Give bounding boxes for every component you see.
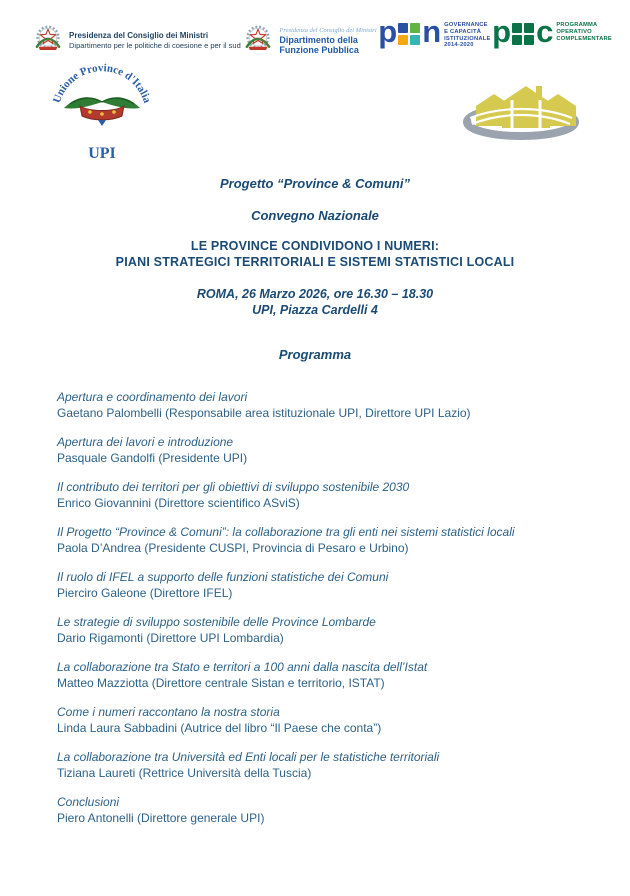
program-item: [57, 704, 592, 736]
program-item: [57, 659, 592, 691]
poc-squares-icon: [512, 23, 534, 45]
speaker-line: Pasquale Gandolfi (Presidente UPI): [57, 451, 248, 465]
pon-wordmark: [378, 14, 441, 49]
session-title: La collaborazione tra Stato e territori a 100 anni dalla nascita dell’Istat: [57, 660, 428, 674]
coesione-line2: Dipartimento per le politiche di coesione e per il sud: [69, 40, 241, 50]
funzione-pubblica-line1: Dipartimento della: [279, 34, 358, 45]
program-heading: Programma: [278, 347, 352, 362]
session-title: Apertura dei lavori e introduzione: [57, 435, 234, 449]
poc-caption: PROGRAMMA OPERATIVO COMPLEMENTARE: [556, 22, 612, 42]
speaker-line: Piero Antonelli (Direttore generale UPI): [57, 811, 265, 825]
date-time-line: ROMA, 26 Marzo 2026, ore 16.30 – 18.30: [196, 287, 434, 301]
speaker-line: Matteo Mazziotta (Direttore centrale Sistan e territorio, ISTAT): [57, 676, 385, 690]
program-item: [57, 569, 592, 601]
pon-squares-icon: [398, 23, 420, 45]
venue-line: UPI, Piazza Cardelli 4: [252, 303, 378, 317]
logo-presidenza-coesione: [32, 20, 241, 61]
speaker-line: Enrico Giovannini (Direttore scientifico ASviS): [57, 496, 300, 510]
header-logo-strip: [32, 14, 612, 61]
logo-province-comuni-icon: [460, 74, 582, 145]
session-title: Il ruolo di IFEL a supporto delle funzioni statistiche dei Comuni: [57, 570, 389, 584]
italy-emblem-icon: [32, 20, 64, 61]
secondary-logo-row: [50, 62, 582, 163]
poc-letter-p: p: [492, 14, 511, 49]
pon-caption: GOVERNANCE E CAPACITÀ ISTITUZIONALE 2014-2020: [444, 22, 491, 49]
program-item: [57, 794, 592, 826]
program-list: [57, 389, 592, 839]
program-item: [57, 524, 592, 556]
speaker-line: Gaetano Palombelli (Responsabile area istituzionale UPI, Direttore UPI Lazio): [57, 406, 471, 420]
session-title: La collaborazione tra Università ed Enti locali per le statistiche territoriali: [57, 750, 440, 764]
poc-wordmark: [492, 14, 553, 49]
speaker-line: Dario Rigamonti (Direttore UPI Lombardia): [57, 631, 284, 645]
logo-poc-complementare: [492, 14, 612, 49]
session-title: Apertura e coordinamento dei lavori: [57, 390, 248, 404]
event-type: Convegno Nazionale: [251, 208, 379, 223]
main-title-line1: LE PROVINCE CONDIVIDONO I NUMERI:: [190, 239, 440, 253]
program-item: [57, 749, 592, 781]
speaker-line: Paola D’Andrea (Presidente CUSPI, Provincia di Pesaro e Urbino): [57, 541, 409, 555]
session-title: Il contributo dei territori per gli obiettivi di sviluppo sostenibile 2030: [57, 480, 410, 494]
pon-letter-n: n: [422, 14, 441, 49]
session-title: Conclusioni: [57, 795, 120, 809]
main-title-line2: PIANI STRATEGICI TERRITORIALI E SISTEMI STATISTICI LOCALI: [115, 255, 515, 269]
italy-emblem-icon: [242, 20, 274, 61]
session-title: Come i numeri raccontano la nostra storia: [57, 705, 280, 719]
upi-label: UPI: [88, 145, 116, 162]
program-item: [57, 434, 592, 466]
program-item: [57, 389, 592, 421]
speaker-line: Linda Laura Sabbadini (Autrice del libro “Il Paese che conta”): [57, 721, 382, 735]
session-title: Il Progetto “Province & Comuni”: la collaborazione tra gli enti nei sistemi statistici locali: [57, 525, 515, 539]
pon-letter-p: p: [378, 14, 397, 49]
svg-text:Unione Province d'Italia: Unione Province d'Italia: [50, 62, 154, 105]
speaker-line: Pierciro Galeone (Direttore IFEL): [57, 586, 233, 600]
logo-funzione-pubblica: [242, 20, 376, 61]
program-item: [57, 479, 592, 511]
poc-letter-c: c: [536, 14, 553, 49]
program-item: [57, 614, 592, 646]
logo-pon-governance: [378, 14, 491, 49]
coesione-line1: Presidenza del Consiglio dei Ministri: [69, 30, 209, 40]
project-title: Progetto “Province & Comuni”: [220, 176, 410, 191]
speaker-line: Tiziana Laureti (Rettrice Università della Tuscia): [57, 766, 312, 780]
funzione-pubblica-line2: Funzione Pubblica: [279, 44, 359, 55]
session-title: Le strategie di sviluppo sostenibile delle Province Lombarde: [57, 615, 376, 629]
funzione-pubblica-script: Presidenza del Consiglio dei Ministri: [279, 26, 377, 34]
upi-crest-icon: [50, 62, 154, 144]
logo-upi: [50, 62, 154, 163]
